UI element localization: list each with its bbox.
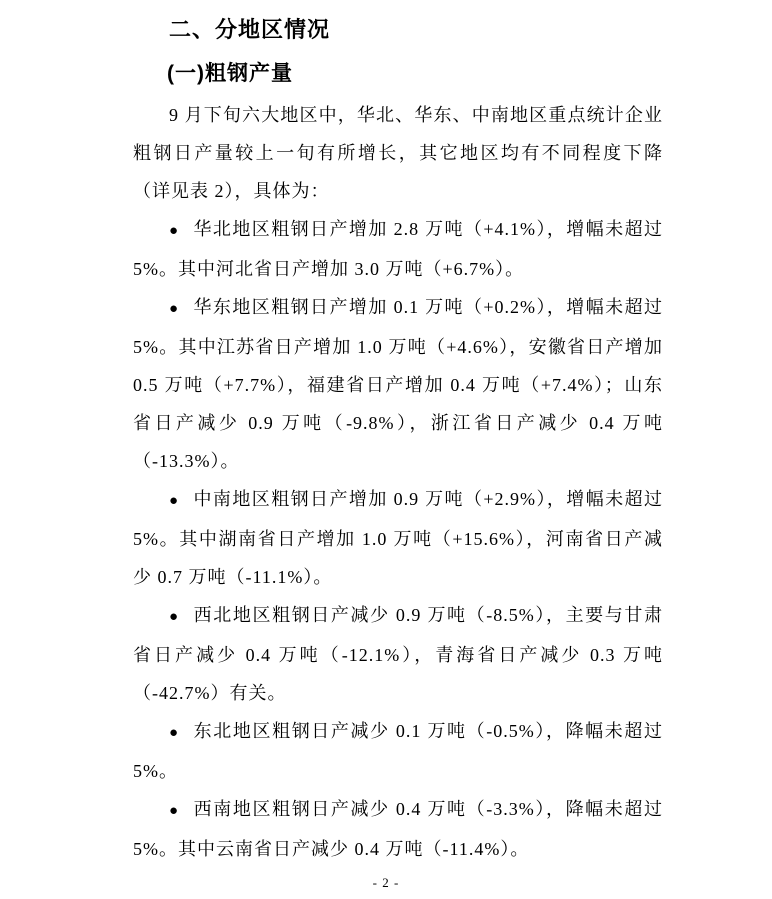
- bullet-text: 华北地区粗钢日产增加 2.8 万吨（+4.1%），增幅未超过 5%。其中河北省日产增加 3.0 万吨（+6.7%）。: [133, 219, 663, 279]
- section-title: 二、分地区情况: [169, 17, 331, 42]
- bullet-item: [133, 288, 663, 480]
- bullet-icon: ●: [169, 803, 180, 819]
- bullet-item: [133, 480, 663, 596]
- bullet-text: 华东地区粗钢日产增加 0.1 万吨（+0.2%），增幅未超过 5%。其中江苏省日产增加 1.0 万吨（+4.6%），安徽省日产增加 0.5 万吨（+7.7%），福建省日产增加 0.4 万吨（+7.4%）；山东省日产减少 0.9 万吨（-9.8%），浙江省日产减少 0.4 万吨（-13.3%）。: [133, 297, 663, 471]
- bullet-icon: ●: [169, 609, 180, 625]
- document-content: [133, 16, 663, 868]
- bullet-text: 西北地区粗钢日产减少 0.9 万吨（-8.5%），主要与甘肃省日产减少 0.4 万吨（-12.1%），青海省日产减少 0.3 万吨（-42.7%）有关。: [133, 605, 663, 703]
- bullet-icon: ●: [169, 493, 180, 509]
- bullet-icon: ●: [169, 223, 180, 239]
- bullet-item: [133, 712, 663, 790]
- bullet-text: 中南地区粗钢日产增加 0.9 万吨（+2.9%），增幅未超过 5%。其中湖南省日产增加 1.0 万吨（+15.6%），河南省日产减少 0.7 万吨（-11.1%）。: [133, 489, 663, 587]
- bullet-item: [133, 790, 663, 868]
- bullet-item: [133, 210, 663, 288]
- page-number: - 2 -: [372, 875, 400, 890]
- bullet-icon: ●: [169, 301, 180, 317]
- bullet-text: 西南地区粗钢日产减少 0.4 万吨（-3.3%），降幅未超过 5%。其中云南省日产减少 0.4 万吨（-11.4%）。: [133, 799, 663, 859]
- bullet-text: 东北地区粗钢日产减少 0.1 万吨（-0.5%），降幅未超过 5%。: [133, 721, 663, 781]
- bullet-icon: ●: [169, 725, 180, 741]
- intro-paragraph: 9 月下旬六大地区中，华北、华东、中南地区重点统计企业粗钢日产量较上一旬有所增长，其它地区均有不同程度下降（详见表 2），具体为：: [133, 105, 663, 201]
- subsection-title: (一)粗钢产量: [167, 62, 293, 85]
- bullet-item: [133, 596, 663, 712]
